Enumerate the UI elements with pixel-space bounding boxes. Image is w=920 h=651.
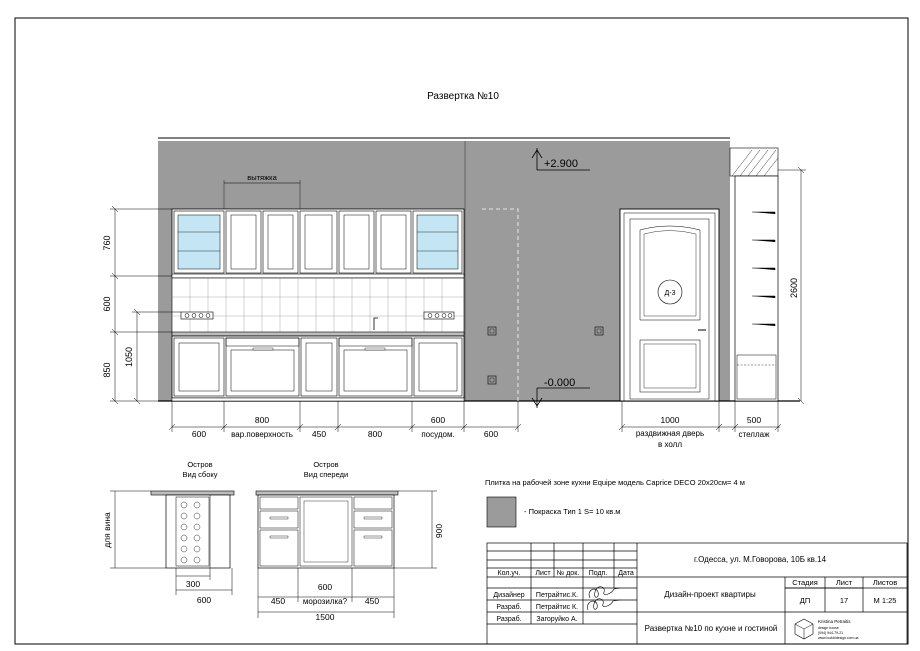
stage-header: Стадия bbox=[792, 578, 818, 587]
col-list: Лист bbox=[535, 570, 551, 577]
svg-text:www.lookt4design.com.ua: www.lookt4design.com.ua bbox=[818, 636, 859, 640]
sheets-header: Листов bbox=[872, 578, 898, 587]
dim-shelving-height: 2600 bbox=[789, 277, 799, 299]
dim-socket-height: 1050 bbox=[124, 346, 134, 368]
paint-swatch bbox=[487, 497, 516, 527]
svg-text:Остров: Остров bbox=[313, 460, 339, 469]
svg-text:design house: design house bbox=[818, 626, 839, 630]
scale-value: М 1:25 bbox=[873, 596, 897, 605]
dim-base-height: 850 bbox=[102, 362, 112, 378]
door-mark: Д-3 bbox=[664, 290, 676, 297]
role-2: Разраб. bbox=[496, 604, 522, 611]
sheet-header: Лист bbox=[835, 578, 853, 587]
dim-front-total: 1500 bbox=[315, 612, 335, 622]
svg-text:Остров: Остров bbox=[187, 460, 213, 469]
dim-front-center: 600 bbox=[317, 582, 333, 592]
dim-cab-5-note: посудом. bbox=[421, 430, 455, 439]
shelving-unit bbox=[730, 148, 778, 401]
svg-text:Вид сбоку: Вид сбоку bbox=[182, 470, 218, 479]
tile-backsplash bbox=[172, 278, 464, 334]
dim-upper-height: 760 bbox=[102, 235, 112, 251]
dim-door-note-2: в холл bbox=[658, 440, 682, 449]
sheet-title: Развертка №10 bbox=[427, 91, 499, 102]
countertop bbox=[172, 332, 464, 336]
dim-cab-5: 600 bbox=[430, 415, 446, 425]
island-front-view bbox=[256, 460, 444, 622]
stage-value: ДП bbox=[799, 596, 811, 605]
base-cabinets bbox=[172, 336, 464, 401]
island-side-view bbox=[102, 460, 234, 605]
name-2: Петрайтис К. bbox=[535, 604, 579, 611]
sheet-value: 17 bbox=[839, 596, 849, 605]
role-1: Дизайнер bbox=[493, 592, 525, 599]
col-doc: № док. bbox=[556, 570, 580, 577]
dim-cab-2-note: вар.поверхность bbox=[231, 430, 293, 439]
dim-island-depth: 600 bbox=[196, 595, 212, 605]
dim-door: 1000 bbox=[660, 415, 680, 425]
dim-cab-4: 800 bbox=[367, 429, 383, 439]
col-kol-uch: Кол.уч. bbox=[497, 570, 521, 577]
svg-text:(094) 944-79-21: (094) 944-79-21 bbox=[818, 631, 844, 635]
kitchen-elevation bbox=[102, 138, 806, 449]
col-sign: Подп. bbox=[588, 570, 608, 577]
dim-front-center-note: морозилка? bbox=[302, 597, 348, 606]
paint-note: - Покраска Тип 1 S= 10 кв.м bbox=[524, 507, 621, 516]
dim-front-left: 450 bbox=[270, 596, 286, 606]
dim-front-right: 450 bbox=[364, 596, 380, 606]
project-name: Дизайн-проект квартиры bbox=[664, 590, 756, 599]
dim-door-note: раздвижная дверь bbox=[635, 429, 705, 438]
sliding-door bbox=[620, 209, 719, 401]
role-3: Разраб. bbox=[496, 616, 522, 623]
svg-text:Kristina Petraitis: Kristina Petraitis bbox=[818, 619, 851, 624]
upper-cabinets bbox=[172, 209, 464, 278]
sheet-name: Развертка №10 по кухне и гостиной bbox=[644, 624, 778, 633]
svg-text:Вид спереди: Вид спереди bbox=[303, 470, 349, 479]
svg-text:+2.900: +2.900 bbox=[544, 158, 578, 170]
dim-shelving: 500 bbox=[746, 415, 762, 425]
name-1: Петрайтис.К. bbox=[535, 592, 579, 599]
svg-text:-0.000: -0.000 bbox=[544, 377, 576, 389]
tile-note: Плитка на рабочей зоне кухни Equipe модель Caprice DECO 20х20см= 4 м bbox=[485, 478, 745, 487]
signature-1 bbox=[587, 587, 620, 610]
dim-wine-width: 300 bbox=[185, 579, 201, 589]
dim-cab-1: 600 bbox=[191, 429, 207, 439]
col-date: Дата bbox=[618, 570, 634, 577]
dim-island-height: 900 bbox=[434, 523, 444, 539]
dim-shelving-note: стеллаж bbox=[738, 430, 770, 439]
address: г.Одесса, ул. М.Говорова, 10Б кв.14 bbox=[693, 555, 827, 564]
dim-cab-3: 450 bbox=[311, 429, 327, 439]
dim-cab-2: 800 bbox=[254, 415, 270, 425]
wine-label: для вина bbox=[102, 512, 112, 548]
company-logo bbox=[795, 619, 859, 640]
hood-label: вытяжка bbox=[247, 173, 277, 182]
dim-backsplash-height: 600 bbox=[102, 296, 112, 312]
dim-niche: 600 bbox=[483, 429, 499, 439]
name-3: Загоруйко А. bbox=[536, 616, 578, 623]
